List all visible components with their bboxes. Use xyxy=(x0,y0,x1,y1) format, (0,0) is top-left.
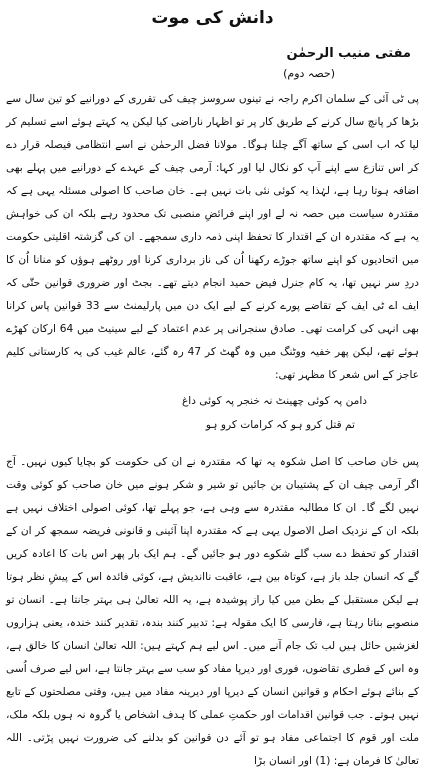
article-title: دانش کی موت xyxy=(151,8,274,28)
author-name: مفتی منیب الرحمٰن xyxy=(286,46,411,61)
paragraph-intro: پی ٹی آئی کے سلمان اکرم راجہ نے تینوں سروسز چیف کی تقرری کے دورانیے کو تین سال سے بڑھا کر پانچ سال کرنے کے طریق کار پر تو اظہار ناراضی کیا لیکن یہ کہتے ہوئے اسے تسلیم کر لیا کہ اب اسی کے ساتھ آگے چلنا ہوگا۔ مولانا فضل الرحمٰن نے اسے انتظامی فیصلہ قرار دے کر اس تنازع سے اپنے آپ کو نکال لیا اور کہا: آرمی چیف کے عہدے کے دورانیے میں پہلے بھی اضافہ ہوتا رہا ہے، لہٰذا یہ کوئی نئی بات نہیں ہے۔ خان صاحب کا اصولی مسئلہ یہی ہے کہ مقتدرہ سیاست میں حصہ نہ لے اور اپنے فرائضِ منصبی تک محدود رہے بلکہ ان کی خواہش یہ ہے کہ مقتدرہ ان کے اقتدار کا تحفظ اپنی ذمہ داری سمجھے۔ ان کی گزشتہ اقلیتی حکومت میں اتحادیوں کو اپنے ساتھ جوڑے رکھنا اُن کی ناز برداری کرنا اور روٹھے ہوؤں کو منانا اُن کا دردِ سر نہیں تھا، یہ کام جنرل فیض حمید انجام دیتے تھے۔ بجٹ اور ضروری قوانین حتّٰی کہ ایف اے ٹی ایف کے تقاضے پورے کرنے کے لیے ایک دن میں پارلیمنٹ سے 33 قوانین پاس کرانا بھی انہی کی کرامت تھی۔ صادق سنجرانی پر عدم اعتماد کے لیے سینیٹ میں 64 ارکان کھڑے ہوئے تھے، لیکن پھر خفیہ ووٹنگ میں وہ گھٹ کر 47 رہ گئے، عالم غیب کی یہ کارستانی کلیم عاجز کے اس شعر کا مظہر تھی: xyxy=(6,93,419,381)
poem-couplet xyxy=(6,389,419,437)
paragraph-main: پس خان صاحب کا اصل شکوہ یہ تھا کہ مقتدرہ نے ان کی حکومت کو بچایا کیوں نہیں۔ آج اگر آرمی چیف ان کے پشتیبان بن جائیں تو شیر و شکر ہونے میں خان صاحب کو کوئی وقت نہیں لگے گا۔ ان کا مطالبہ مقتدرہ سے وہی ہے، جو پہلے تھا، کوئی اصولی اختلاف نہیں ہے بلکہ ان کے نزدیک اصل الاصول یہی ہے کہ مقتدرہ اپنا آئینی و قانونی فریضہ سمجھ کر ان کے اقتدار کو تحفظ دے سب گلے شکوے دور ہو جائیں گے۔ ہم ایک بار پھر اس بات کا اعادہ کریں گے کہ انسان جلد باز ہے، کوتاہ بین ہے، عاقبت نااندیش ہے، کوئی فائدہ اس کے پیشِ نظر ہوتا ہے لیکن مستقبل کے بطن میں کیا راز پوشیدہ ہے، یہ اللہ تعالیٰ ہی بہتر جانتا ہے۔ انسان تو منصوبے بناتا رہتا ہے، فارسی کا ایک مقولہ ہے: تدبیر کنند بندہ، تقدیر کنند خندہ، یعنی ہزاروں لغزشیں حائل ہیں لب تک جام آنے میں۔ اس لیے ہم کہتے ہیں: اللہ تعالیٰ انسان کا خالق ہے، وہ اس کے فطری تقاضوں، فوری اور دیرپا مفاد کو سب سے بہتر جانتا ہے، اس لیے صرف اُسی کے بنائے ہوئے احکام و قوانین انسان کے دیرپا اور دیرینہ مفاد میں ہیں، وقتی مصلحتوں کے تابع نہیں ہوتے۔ جب قوانین اقدامات اور حکمتِ عملی کا ہدف اشخاص یا گروہ نہ ہوں بلکہ ملک، ملت اور قوم کا اجتماعی مفاد ہو تو آئے دن قوانین کو بدلنے کی ضرورت نہیں پڑتی۔ اللہ تعالیٰ کا فرمان ہے: (1) اور انسان بڑا xyxy=(6,456,419,767)
part-label: (حصہ دوم) xyxy=(283,67,335,80)
poem-line-1: دامن پہ کوئی چھینٹ نہ خنجر پہ کوئی داغ xyxy=(181,395,367,407)
poem-line-2: تم قتل کرو ہو کہ کرامات کرو ہو xyxy=(205,419,355,431)
